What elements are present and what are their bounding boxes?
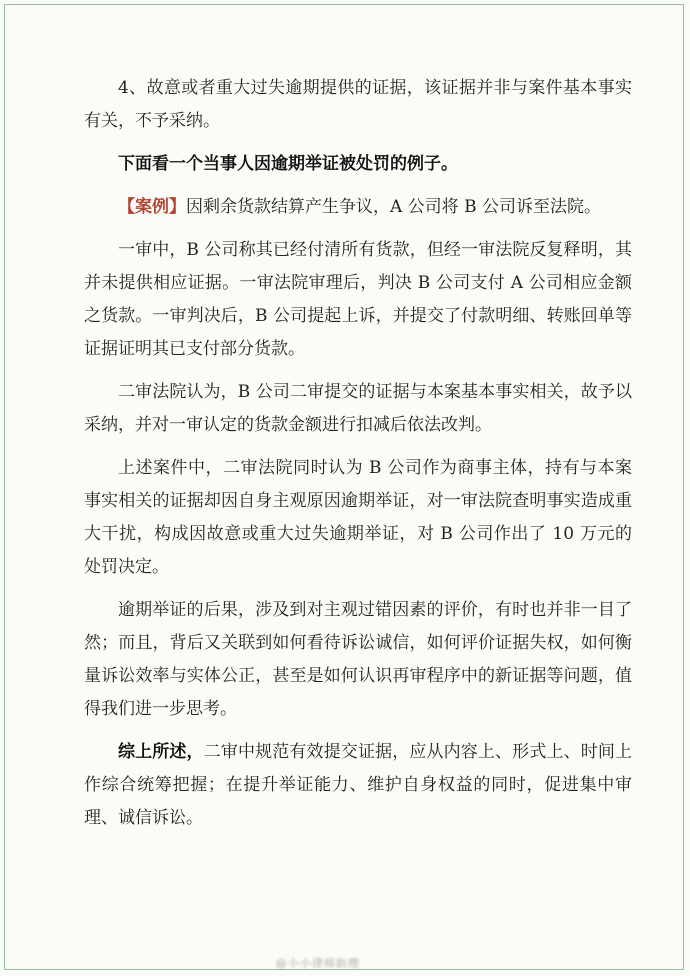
- paragraph-first-instance: [84, 234, 632, 366]
- case-tag: 【案例】: [118, 197, 186, 217]
- paragraph-text: 4、故意或者重大过失逾期提供的证据，该证据并非与案件基本事实有关，不予采纳。: [84, 78, 632, 131]
- paragraph-lead: 综上所述，: [118, 742, 204, 762]
- watermark: @小小律师助理: [276, 957, 360, 970]
- paragraph-text: 二审法院认为，B 公司二审提交的证据与本案基本事实相关，故予以采纳，并对一审认定的货款金额进行扣减后依法改判。: [84, 382, 632, 435]
- paragraph-lead: 下面看一个当事人因逾期举证被处罚的例子。: [118, 154, 458, 174]
- paragraph-example-intro: [84, 148, 632, 181]
- paragraph-consequence: [84, 594, 632, 726]
- paragraph-summary: [84, 736, 632, 835]
- document-body: [84, 72, 632, 845]
- paragraph-text: 二审中规范有效提交证据，应从内容上、形式上、时间上作综合统筹把握；在提升举证能力、维护自身权益的同时，促进集中审理、诚信诉讼。: [84, 742, 633, 828]
- paragraph-penalty: [84, 452, 632, 584]
- paragraph-item-4: [84, 72, 632, 138]
- paragraph-second-instance: [84, 376, 632, 442]
- paragraph-text: 上述案件中，二审法院同时认为 B 公司作为商事主体，持有与本案事实相关的证据却因自身主观原因逾期举证，对一审法院查明事实造成重大干扰，构成因故意或重大过失逾期举证，对 B 公司作出了 10 万元的处罚决定。: [84, 458, 632, 577]
- paragraph-text: 一审中，B 公司称其已经付清所有货款，但经一审法院反复释明，其并未提供相应证据。一审法院审理后，判决 B 公司支付 A 公司相应金额之货款。一审判决后，B 公司提起上诉，并提交了付款明细、转账回单等证据证明其已支付部分货款。: [84, 240, 632, 359]
- paragraph-text: 因剩余货款结算产生争议，A 公司将 B 公司诉至法院。: [186, 197, 601, 217]
- paragraph-case: [84, 191, 632, 224]
- paragraph-text: 逾期举证的后果，涉及到对主观过错因素的评价，有时也并非一目了然；而且，背后又关联到如何看待诉讼诚信，如何评价证据失权，如何衡量诉讼效率与实体公正，甚至是如何认识再审程序中的新证据等问题，值得我们进一步思考。: [84, 600, 632, 719]
